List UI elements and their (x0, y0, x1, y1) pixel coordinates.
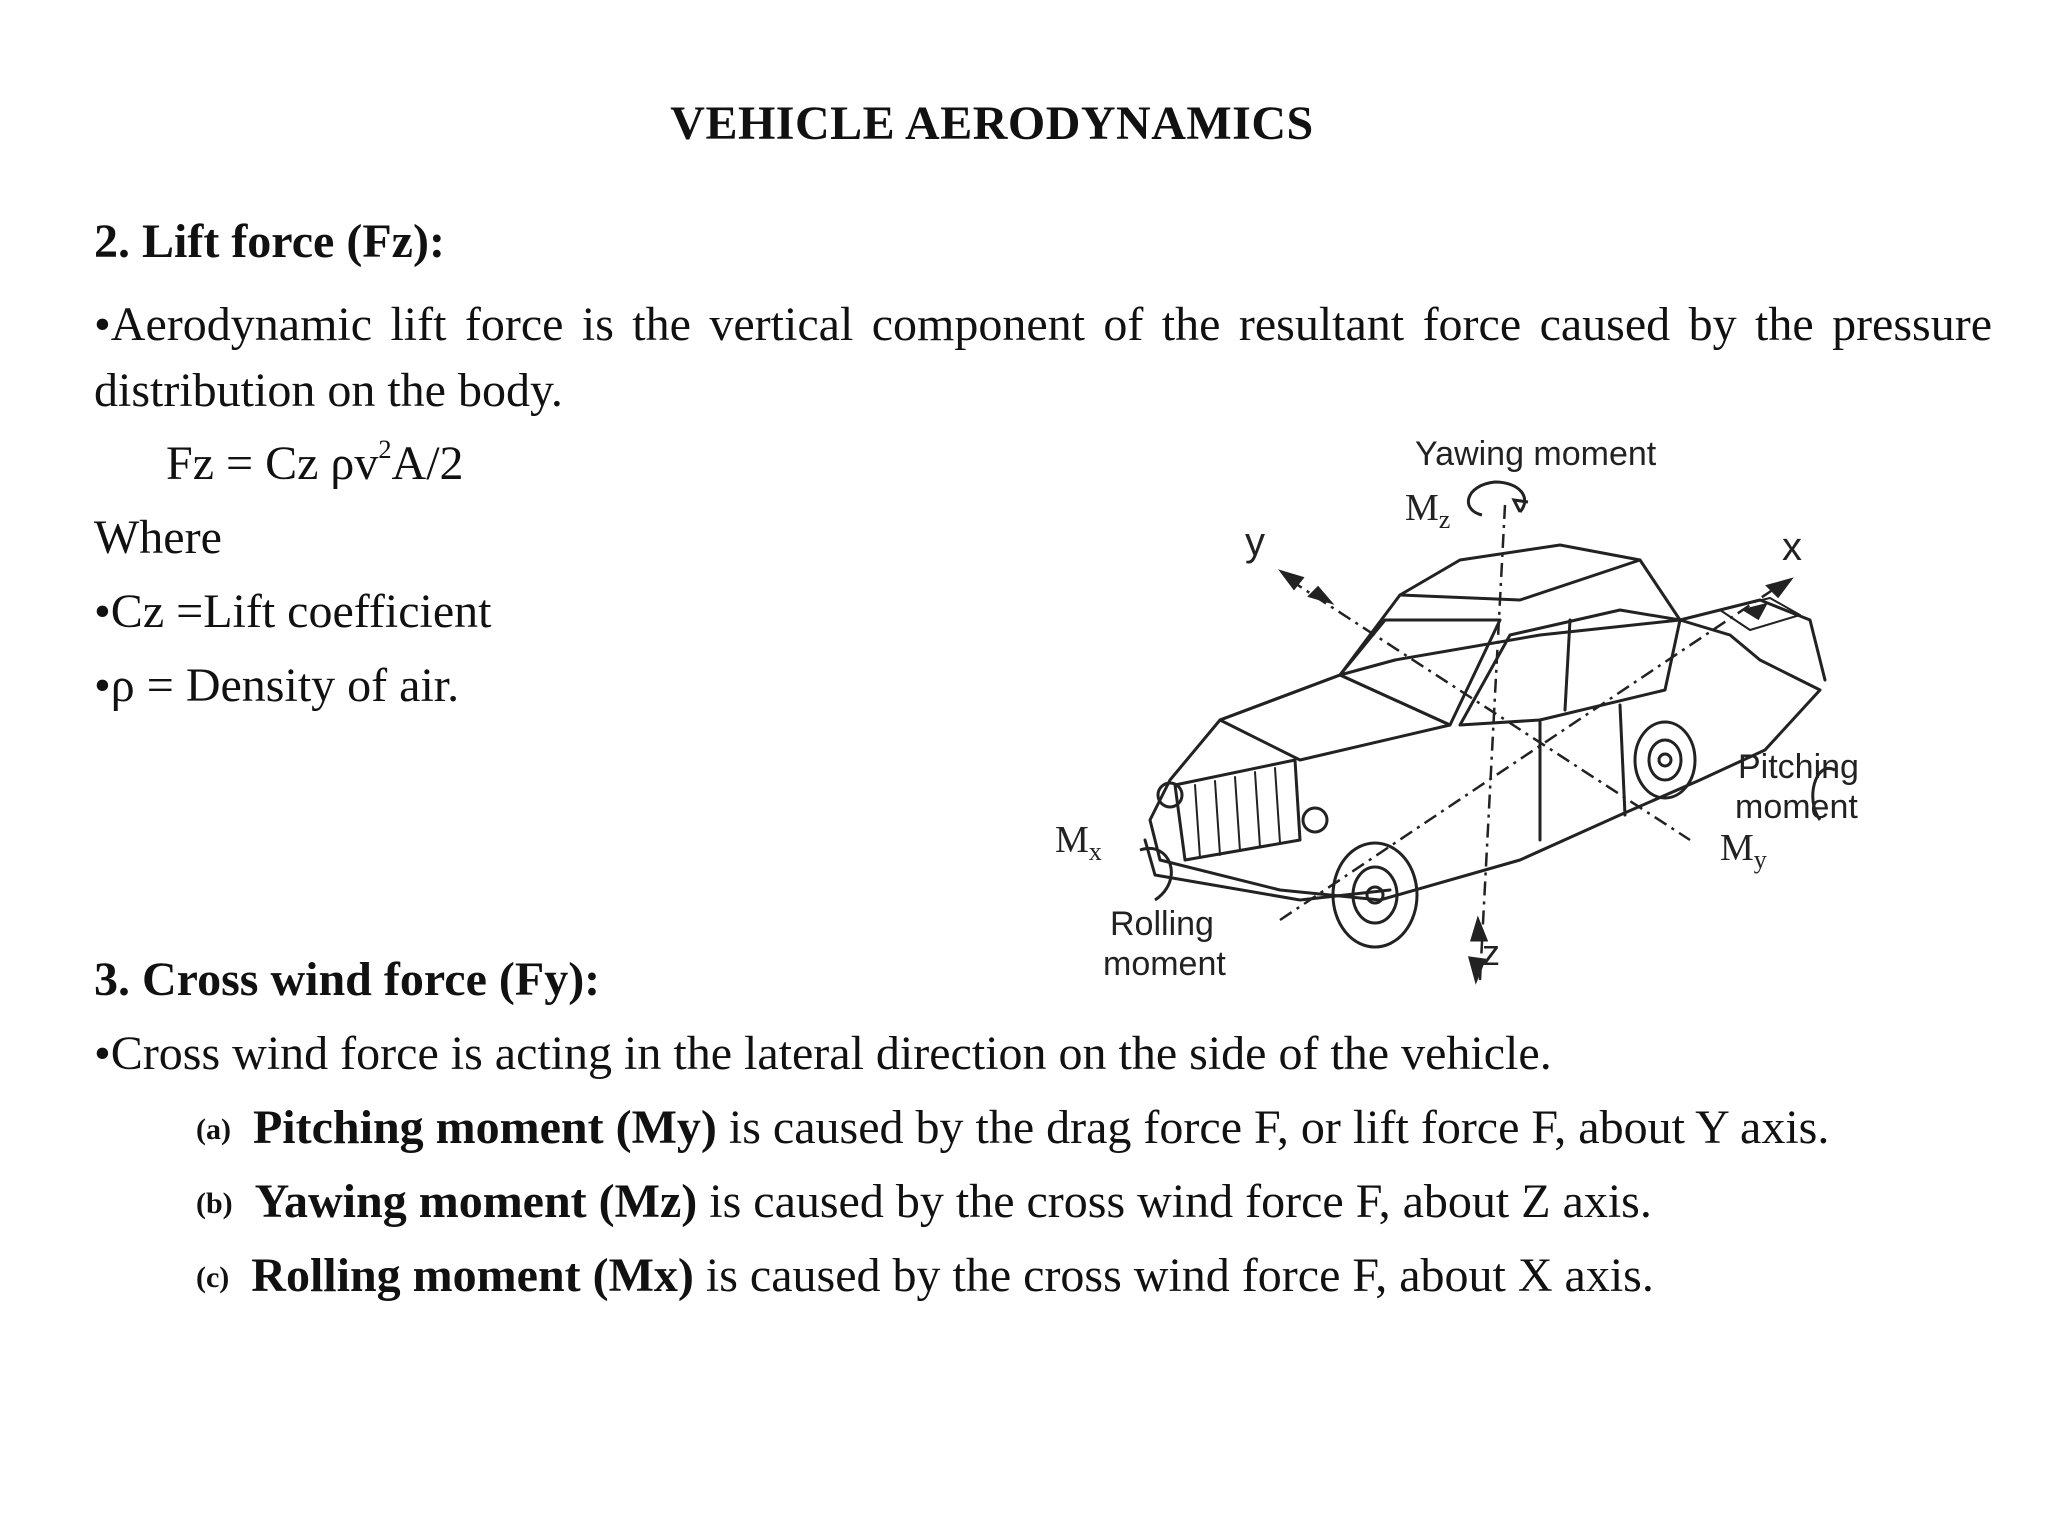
lift-force-formula (166, 433, 464, 491)
formula-lhs: Fz = Cz ρv (166, 437, 379, 490)
rolling-moment-label-2: moment (1103, 945, 1226, 983)
yaw-rotation-arrow (1468, 482, 1524, 515)
car-hood (1220, 675, 1450, 760)
cross-wind-heading: 3. Cross wind force (Fy): (94, 953, 601, 1006)
moment-item-a (196, 1100, 1829, 1155)
car-windshield (1340, 620, 1500, 725)
y-axis-label: y (1245, 520, 1265, 564)
item-lead: Pitching moment (My) (252, 1101, 717, 1154)
item-text: is caused by the cross wind force F, about Z axis. (697, 1175, 1652, 1228)
my-label: $M_y$ (1720, 827, 1767, 874)
where-label: Where (94, 511, 222, 564)
item-text: is caused by the cross wind force F, about X axis. (693, 1249, 1654, 1302)
mx-label: $M_x$ (1055, 819, 1102, 866)
lift-coefficient-def: •Cz =Lift coefficient (94, 585, 492, 638)
item-lead: Rolling moment (Mx) (251, 1249, 694, 1302)
yawing-moment-label: Yawing moment (1415, 435, 1657, 473)
pitching-moment-label-1: Pitching (1738, 748, 1859, 786)
page-title: VEHICLE AERODYNAMICS (670, 97, 1314, 150)
lift-force-heading: 2. Lift force (Fz): (94, 215, 445, 268)
moment-item-c (196, 1248, 1654, 1303)
air-density-def: •ρ = Density of air. (94, 659, 460, 712)
rolling-moment-label-1: Rolling (1110, 905, 1214, 943)
z-axis-line (1480, 505, 1505, 980)
rear-wheel (1635, 722, 1695, 798)
formula-rhs: A/2 (391, 437, 464, 490)
pitching-moment-label-2: moment (1735, 788, 1858, 826)
cross-wind-definition: •Cross wind force is acting in the lateral direction on the side of the vehicle. (94, 1027, 1552, 1080)
formula-exponent: 2 (378, 433, 392, 464)
item-text: is caused by the drag force F, or lift force F, about Y axis. (716, 1101, 1830, 1154)
item-lead: Yawing moment (Mz) (254, 1175, 698, 1228)
vehicle-axes-diagram (920, 420, 2040, 1020)
lift-force-definition: •Aerodynamic lift force is the vertical component of the resultant force caused by the pressure distribution on the body. (94, 298, 1992, 417)
z-axis-label: z (1482, 932, 1500, 973)
x-axis-label: x (1782, 525, 1802, 569)
item-tag: (b) (196, 1187, 233, 1220)
moment-item-b (196, 1174, 1652, 1229)
item-tag: (c) (196, 1261, 230, 1294)
item-tag: (a) (196, 1113, 231, 1146)
mz-label: $M_z$ (1405, 487, 1451, 534)
